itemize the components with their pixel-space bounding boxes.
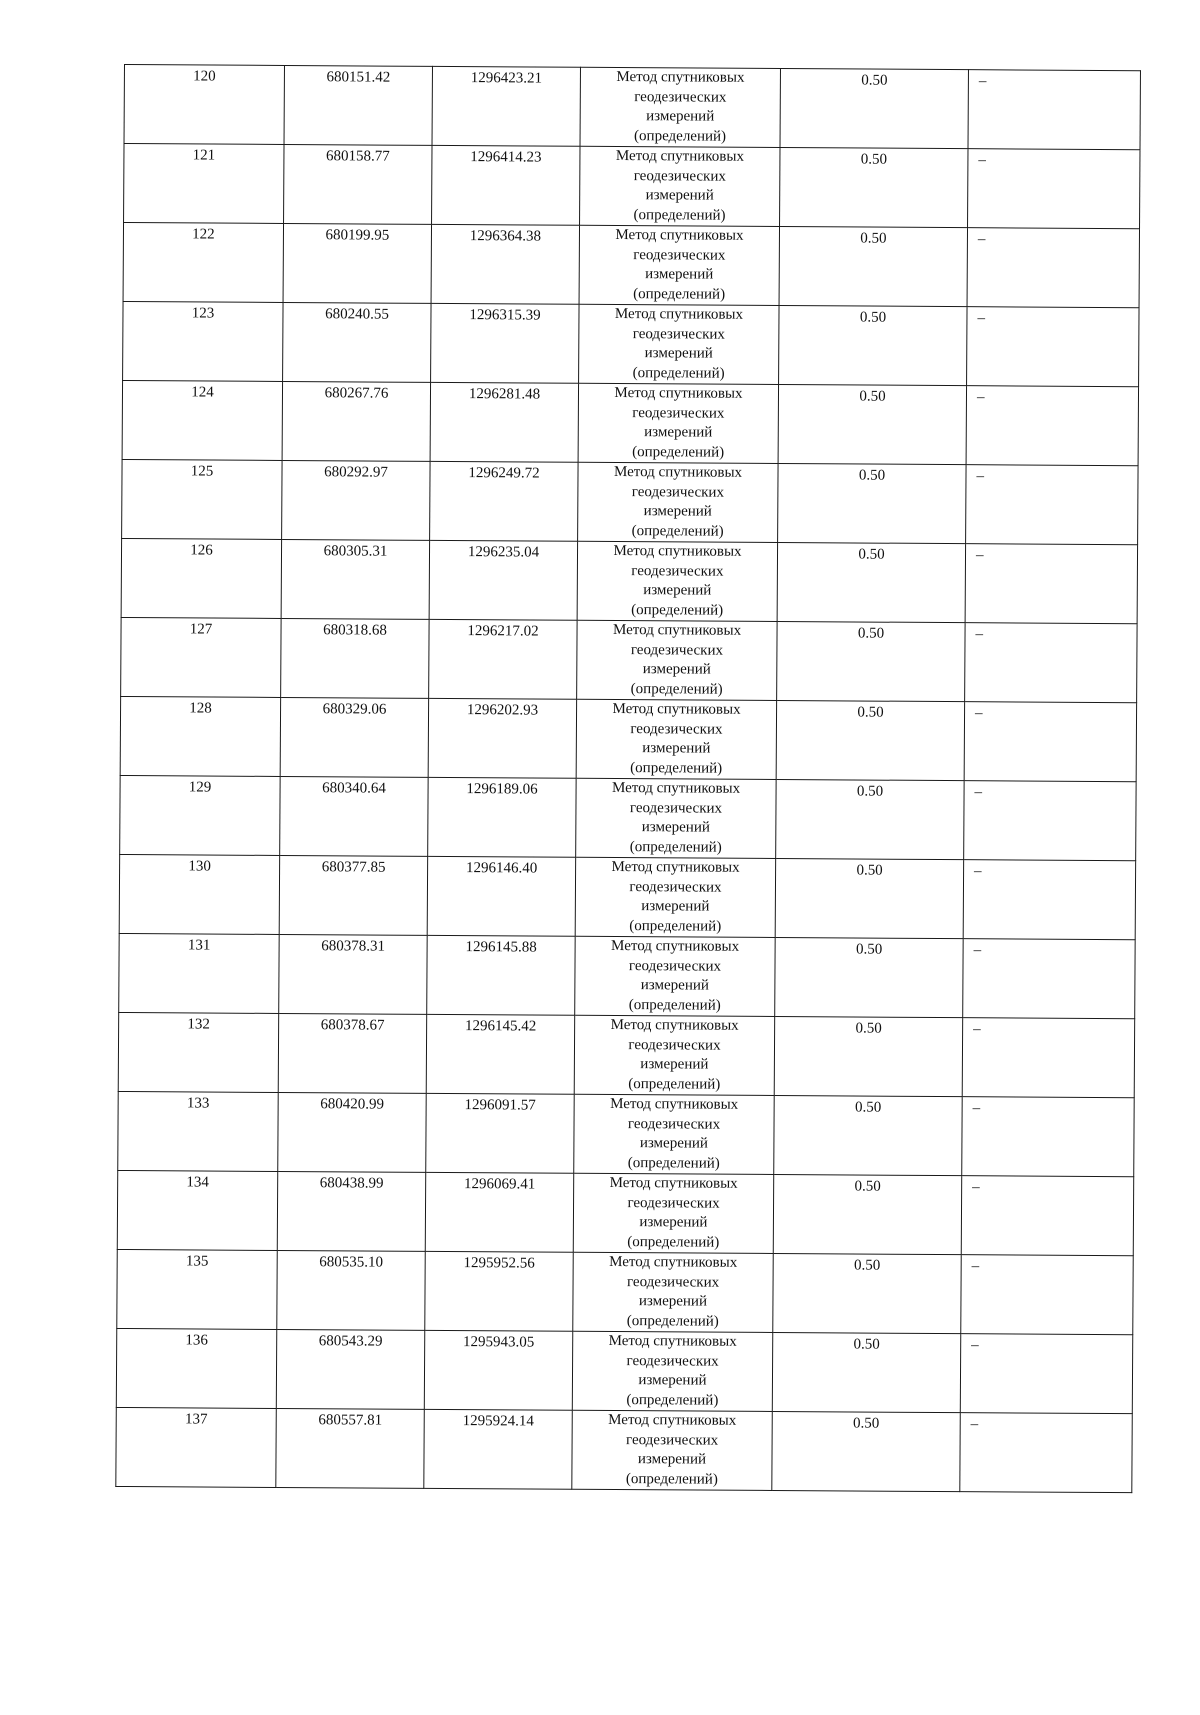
accuracy-cell-text: 0.50 (860, 151, 888, 168)
method-line: геодезических (626, 1273, 720, 1291)
method-line: измерений (645, 187, 714, 204)
method-cell (576, 699, 776, 779)
accuracy-cell-text: 0.50 (858, 546, 885, 563)
point-number-cell-text: 128 (189, 700, 212, 717)
method-line: измерений (639, 1135, 709, 1152)
description-cell-text: – (973, 1021, 981, 1038)
y-coordinate-cell (425, 1251, 573, 1331)
point-number-cell-text: 134 (186, 1174, 209, 1191)
method-line: Метод спутниковых (612, 621, 742, 639)
x-coordinate-cell-text: 680329.06 (322, 701, 387, 718)
x-coordinate-cell (278, 1013, 426, 1093)
method-line: (определений) (626, 1312, 719, 1330)
y-coordinate-cell (429, 540, 577, 620)
accuracy-cell (777, 622, 965, 702)
y-coordinate-cell (424, 1330, 572, 1410)
point-number-cell (123, 223, 283, 303)
method-line: Метод спутниковых (614, 385, 743, 402)
accuracy-cell-text: 0.50 (861, 72, 888, 89)
description-cell-text: – (975, 626, 984, 643)
accuracy-cell (776, 700, 964, 780)
x-coordinate-cell (284, 144, 432, 224)
accuracy-cell-text: 0.50 (857, 625, 885, 642)
y-coordinate-cell (432, 145, 580, 225)
method-line: (определений) (630, 759, 723, 777)
method-cell (573, 1252, 773, 1332)
method-line: (определений) (632, 364, 725, 382)
method-line: Метод спутниковых (614, 306, 744, 323)
y-coordinate-cell (430, 382, 578, 462)
description-cell-text: – (974, 784, 983, 801)
table-row (124, 65, 1140, 150)
y-coordinate-cell (426, 1014, 574, 1094)
description-cell (966, 386, 1138, 466)
point-number-cell (121, 538, 281, 618)
description-cell (961, 1255, 1133, 1335)
y-coordinate-cell-text: 1296145.42 (464, 1018, 537, 1035)
accuracy-cell-text: 0.50 (859, 309, 887, 326)
point-number-cell-text: 129 (188, 779, 212, 796)
method-line: (определений) (631, 522, 724, 540)
point-number-cell (119, 933, 279, 1013)
x-coordinate-cell-text: 680292.97 (324, 464, 388, 481)
x-coordinate-cell (283, 302, 431, 382)
accuracy-cell (772, 1332, 960, 1412)
point-number-cell-text: 123 (191, 305, 215, 322)
accuracy-cell-text: 0.50 (855, 1020, 882, 1037)
table-row (117, 1170, 1133, 1255)
accuracy-cell-text: 0.50 (856, 862, 883, 879)
accuracy-cell (780, 148, 968, 228)
accuracy-cell (776, 779, 964, 859)
y-coordinate-cell-text: 1296217.02 (467, 623, 539, 640)
method-line: измерений (646, 108, 715, 125)
method-line: Метод спутниковых (613, 542, 742, 560)
y-coordinate-cell (431, 303, 579, 383)
method-line: измерений (640, 977, 709, 994)
method-line: (определений) (632, 443, 725, 461)
accuracy-cell-text: 0.50 (859, 388, 886, 405)
point-number-cell (121, 617, 281, 697)
coordinates-table (115, 64, 1141, 1493)
table-row (122, 459, 1138, 544)
point-number-cell (119, 854, 279, 934)
accuracy-cell (778, 464, 966, 544)
method-cell (572, 1331, 772, 1411)
y-coordinate-cell-text: 1296281.48 (468, 386, 541, 403)
x-coordinate-cell (284, 65, 432, 145)
method-line: (определений) (625, 1470, 718, 1488)
method-line: измерений (643, 503, 712, 520)
method-line: (определений) (626, 1391, 719, 1409)
table-row (116, 1328, 1132, 1413)
x-coordinate-cell (280, 697, 428, 777)
x-coordinate-cell (277, 1250, 425, 1330)
x-coordinate-cell (280, 776, 428, 856)
description-cell (965, 544, 1137, 624)
y-coordinate-cell-text: 1295924.14 (462, 1413, 534, 1430)
method-cell (574, 1094, 774, 1174)
x-coordinate-cell (281, 539, 429, 619)
accuracy-cell-text: 0.50 (855, 941, 883, 958)
x-coordinate-cell-text: 680378.31 (321, 938, 386, 955)
description-cell (967, 228, 1139, 308)
accuracy-cell (773, 1174, 961, 1254)
x-coordinate-cell (278, 1092, 426, 1172)
method-line: Метод спутниковых (616, 69, 745, 86)
x-coordinate-cell-text: 680240.55 (325, 306, 389, 323)
y-coordinate-cell (428, 777, 576, 857)
x-coordinate-cell-text: 680151.42 (326, 69, 391, 86)
accuracy-cell-text: 0.50 (853, 1336, 880, 1353)
method-line: (определений) (627, 1154, 720, 1172)
point-number-cell-text: 137 (184, 1411, 208, 1428)
y-coordinate-cell-text: 1296414.23 (470, 149, 542, 166)
x-coordinate-cell-text: 680543.29 (318, 1333, 383, 1350)
method-line: геодезических (633, 246, 726, 264)
point-number-cell (120, 696, 280, 776)
method-cell (578, 383, 778, 463)
y-coordinate-cell (426, 1093, 574, 1173)
y-coordinate-cell (428, 698, 576, 778)
y-coordinate-cell (427, 856, 575, 936)
method-cell (578, 462, 778, 542)
method-line: Метод спутниковых (608, 1332, 737, 1350)
x-coordinate-cell-text: 680557.81 (318, 1412, 383, 1429)
description-cell-text: – (976, 389, 985, 406)
point-number-cell (116, 1328, 276, 1408)
method-line: (определений) (628, 996, 721, 1014)
accuracy-cell (779, 227, 967, 307)
point-number-cell-text: 127 (189, 621, 213, 638)
y-coordinate-cell-text: 1296069.41 (463, 1176, 536, 1193)
table-row (124, 144, 1140, 229)
method-line: (определений) (630, 680, 723, 698)
x-coordinate-cell (279, 934, 427, 1014)
y-coordinate-cell (427, 935, 575, 1015)
accuracy-cell (777, 543, 965, 623)
point-number-cell (117, 1170, 277, 1250)
y-coordinate-cell-text: 1296423.21 (470, 70, 543, 87)
method-line: измерений (644, 345, 713, 362)
x-coordinate-cell (276, 1408, 424, 1488)
y-coordinate-cell-text: 1295943.05 (463, 1334, 535, 1351)
point-number-cell-text: 120 (193, 68, 216, 85)
point-number-cell-text: 121 (192, 147, 216, 164)
y-coordinate-cell-text: 1296189.06 (466, 781, 538, 798)
point-number-cell-text: 122 (192, 226, 215, 243)
x-coordinate-cell-text: 680158.77 (326, 148, 390, 165)
description-cell (962, 1097, 1134, 1177)
x-coordinate-cell-text: 680438.99 (319, 1175, 384, 1192)
method-cell (577, 541, 777, 621)
method-line: геодезических (630, 720, 723, 738)
description-cell (960, 1413, 1132, 1493)
x-coordinate-cell-text: 680267.76 (324, 385, 389, 402)
method-line: измерений (644, 424, 713, 441)
method-line: Метод спутниковых (611, 779, 741, 797)
method-line: измерений (643, 582, 712, 599)
method-line: геодезических (627, 1115, 721, 1133)
accuracy-cell-text: 0.50 (854, 1178, 881, 1195)
x-coordinate-cell (276, 1329, 424, 1409)
description-cell-text: – (971, 1337, 979, 1354)
point-number-cell (122, 459, 282, 539)
point-number-cell-text: 124 (191, 384, 214, 401)
x-coordinate-cell-text: 680318.68 (323, 622, 387, 639)
method-cell (575, 936, 775, 1016)
accuracy-cell-text: 0.50 (856, 783, 884, 800)
method-line: (определений) (633, 285, 726, 303)
method-cell (574, 1015, 774, 1095)
method-line: геодезических (632, 325, 725, 343)
method-line: измерений (637, 1451, 707, 1468)
y-coordinate-cell (429, 619, 577, 699)
point-number-cell (122, 380, 282, 460)
table-row (118, 1012, 1134, 1097)
x-coordinate-cell (281, 618, 429, 698)
accuracy-cell-text: 0.50 (858, 467, 886, 484)
description-cell-text: – (978, 73, 987, 90)
accuracy-cell-text: 0.50 (854, 1257, 881, 1274)
method-line: геодезических (634, 88, 727, 106)
method-line: геодезических (628, 957, 722, 975)
description-cell (966, 465, 1138, 545)
table-row (121, 538, 1137, 623)
description-cell (961, 1176, 1133, 1256)
point-number-cell (118, 1091, 278, 1171)
table-row (123, 223, 1139, 308)
y-coordinate-cell-text: 1296146.40 (465, 860, 538, 877)
table-row (120, 775, 1136, 860)
y-coordinate-cell (430, 461, 578, 541)
y-coordinate-cell-text: 1296249.72 (468, 465, 540, 482)
description-cell-text: – (971, 1258, 980, 1275)
point-number-cell-text: 125 (190, 463, 214, 480)
x-coordinate-cell-text: 680340.64 (322, 780, 387, 797)
x-coordinate-cell-text: 680420.99 (320, 1096, 385, 1113)
method-line: (определений) (629, 917, 722, 935)
description-cell (964, 781, 1136, 861)
method-cell (572, 1410, 772, 1490)
accuracy-cell-text: 0.50 (853, 1415, 880, 1432)
method-cell (579, 304, 779, 384)
description-cell-text: – (973, 942, 982, 959)
method-line: (определений) (628, 1075, 721, 1093)
x-coordinate-cell-text: 680535.10 (319, 1254, 384, 1271)
accuracy-cell (773, 1253, 961, 1333)
table-row (116, 1407, 1132, 1492)
method-cell (573, 1173, 773, 1253)
point-number-cell-text: 126 (190, 542, 213, 559)
method-line: (определений) (631, 601, 724, 619)
coordinates-table-body (116, 65, 1141, 1493)
method-line: (определений) (629, 838, 722, 856)
accuracy-cell (774, 1016, 962, 1096)
description-cell (963, 939, 1135, 1019)
method-line: геодезических (627, 1194, 720, 1212)
y-coordinate-cell-text: 1296235.04 (467, 544, 540, 561)
method-line: измерений (640, 1056, 709, 1073)
method-line: измерений (641, 819, 710, 836)
method-cell (579, 225, 779, 305)
y-coordinate-cell-text: 1296145.88 (465, 939, 537, 956)
description-cell-text: – (977, 231, 986, 248)
y-coordinate-cell-text: 1296364.38 (469, 228, 542, 245)
method-line: измерений (642, 740, 711, 757)
method-cell (577, 620, 777, 700)
point-number-cell-text: 132 (187, 1016, 210, 1033)
table-row (119, 933, 1135, 1018)
method-line: геодезических (629, 878, 722, 896)
method-line: геодезических (632, 404, 725, 422)
accuracy-cell (775, 937, 963, 1017)
point-number-cell (117, 1249, 277, 1329)
method-line: измерений (639, 1214, 708, 1231)
description-cell (967, 307, 1139, 387)
accuracy-cell (772, 1411, 960, 1491)
table-row (123, 301, 1139, 386)
method-line: измерений (641, 898, 710, 915)
method-line: Метод спутниковых (609, 1174, 738, 1192)
method-cell (575, 857, 775, 937)
method-line: Метод спутниковых (612, 700, 741, 718)
table-row (119, 854, 1135, 939)
method-line: Метод спутниковых (610, 1016, 739, 1034)
table-row (121, 617, 1137, 702)
point-number-cell-text: 136 (185, 1332, 209, 1349)
point-number-cell (120, 775, 280, 855)
description-cell (968, 149, 1140, 229)
description-cell-text: – (972, 1100, 981, 1117)
y-coordinate-cell (432, 66, 580, 146)
table-row (118, 1091, 1134, 1176)
point-number-cell-text: 133 (186, 1095, 210, 1112)
method-line: Метод спутниковых (611, 858, 740, 876)
method-line: геодезических (630, 641, 724, 659)
point-number-cell (116, 1407, 276, 1487)
method-line: Метод спутниковых (615, 148, 745, 165)
description-cell-text: – (978, 152, 986, 169)
method-line: Метод спутниковых (610, 1095, 739, 1113)
table-row (120, 696, 1136, 781)
method-line: геодезических (631, 562, 724, 580)
method-line: Метод спутниковых (608, 1411, 737, 1429)
method-line: геодезических (633, 167, 726, 185)
point-number-cell-text: 135 (185, 1253, 209, 1270)
x-coordinate-cell (282, 460, 430, 540)
y-coordinate-cell (425, 1172, 573, 1252)
y-coordinate-cell-text: 1296202.93 (466, 702, 539, 719)
accuracy-cell (775, 858, 963, 938)
method-line: геодезических (631, 483, 725, 501)
method-line: измерений (638, 1372, 707, 1389)
description-cell-text: – (972, 1179, 980, 1196)
accuracy-cell-text: 0.50 (857, 704, 884, 721)
accuracy-cell (780, 69, 968, 149)
description-cell (960, 1334, 1132, 1414)
x-coordinate-cell (282, 381, 430, 461)
description-cell (963, 860, 1135, 940)
y-coordinate-cell (424, 1409, 572, 1489)
method-cell (576, 778, 776, 858)
x-coordinate-cell-text: 680305.31 (323, 543, 388, 560)
method-line: геодезических (626, 1352, 719, 1370)
x-coordinate-cell-text: 680199.95 (325, 227, 390, 244)
description-cell-text: – (975, 705, 983, 722)
accuracy-cell (779, 306, 967, 386)
x-coordinate-cell (283, 223, 431, 303)
point-number-cell (118, 1012, 278, 1092)
description-cell (964, 702, 1136, 782)
method-line: (определений) (633, 206, 726, 224)
x-coordinate-cell (277, 1171, 425, 1251)
accuracy-cell (774, 1095, 962, 1175)
method-line: Метод спутниковых (609, 1253, 738, 1271)
point-number-cell-text: 130 (188, 858, 211, 875)
point-number-cell-text: 131 (187, 937, 211, 954)
method-cell (580, 67, 780, 147)
point-number-cell (123, 301, 283, 381)
description-cell (965, 623, 1137, 703)
method-line: (определений) (634, 127, 727, 145)
method-cell (580, 146, 780, 226)
method-line: геодезических (625, 1431, 719, 1449)
method-line: (определений) (627, 1233, 720, 1251)
y-coordinate-cell-text: 1296315.39 (469, 307, 541, 324)
point-number-cell (124, 144, 284, 224)
method-line: измерений (638, 1293, 708, 1310)
x-coordinate-cell-text: 680377.85 (321, 859, 386, 876)
method-line: геодезических (628, 1036, 721, 1054)
method-line: Метод спутниковых (613, 464, 743, 481)
description-cell (962, 1018, 1134, 1098)
accuracy-cell (778, 385, 966, 465)
description-cell-text: – (975, 547, 984, 564)
method-line: измерений (645, 266, 714, 283)
description-cell (968, 70, 1140, 150)
method-line: измерений (642, 661, 711, 678)
description-cell-text: – (970, 1416, 979, 1433)
x-coordinate-cell (279, 855, 427, 935)
y-coordinate-cell (431, 224, 579, 304)
y-coordinate-cell-text: 1296091.57 (464, 1097, 536, 1114)
method-line: Метод спутниковых (611, 937, 740, 955)
accuracy-cell-text: 0.50 (854, 1099, 882, 1116)
method-line: геодезических (629, 799, 723, 817)
table-row (122, 380, 1138, 465)
x-coordinate-cell-text: 680378.67 (320, 1017, 385, 1034)
description-cell-text: – (976, 468, 985, 485)
point-number-cell (124, 65, 284, 145)
method-line: Метод спутниковых (615, 227, 744, 244)
table-row (117, 1249, 1133, 1334)
y-coordinate-cell-text: 1295952.56 (463, 1255, 535, 1272)
description-cell-text: – (974, 863, 982, 880)
accuracy-cell-text: 0.50 (860, 230, 887, 247)
description-cell-text: – (977, 310, 986, 327)
